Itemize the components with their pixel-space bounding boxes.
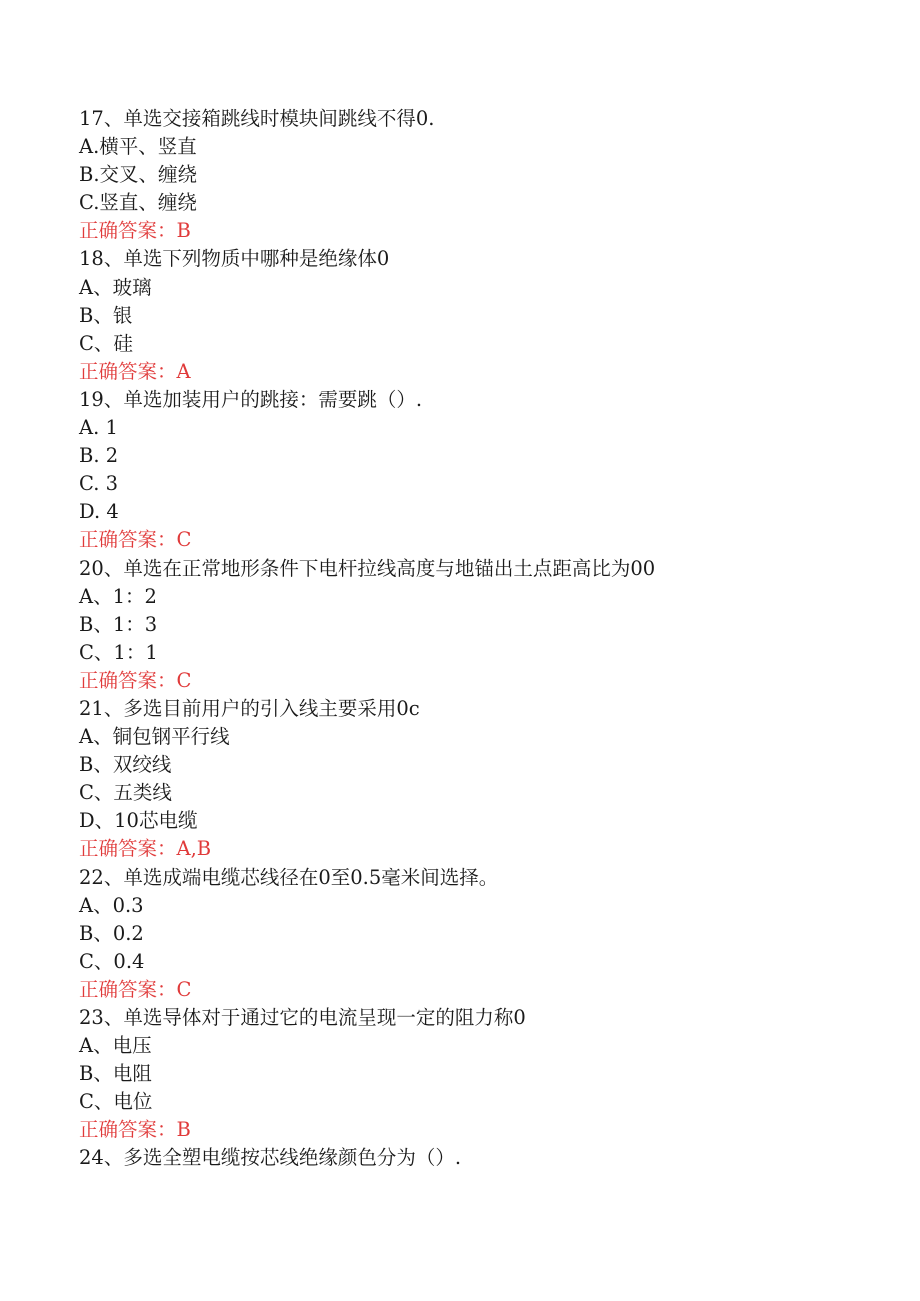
option-text: C、0.4: [79, 949, 145, 973]
option-text: B、1：3: [79, 612, 158, 636]
option-text: A.横平、竖直: [79, 135, 197, 159]
option-text: D. 4: [79, 500, 119, 524]
option-text: D、10芯电缆: [79, 809, 198, 833]
correct-answer: 正确答案：C: [79, 977, 192, 1001]
question-block: [79, 555, 879, 695]
correct-answer: 正确答案：A: [79, 359, 191, 383]
correct-answer: 正确答案：C: [79, 668, 192, 692]
option-text: C、硅: [79, 331, 133, 355]
option-text: A、铜包钢平行线: [79, 725, 230, 749]
question-text: 21、多选目前用户的引入线主要采用0c: [79, 696, 420, 720]
option-text: C、五类线: [79, 781, 172, 805]
option-text: C. 3: [79, 472, 119, 496]
option-text: C、1：1: [79, 640, 158, 664]
question-block: [79, 695, 879, 864]
question-block: [79, 245, 879, 385]
option-text: B、0.2: [79, 921, 144, 945]
question-block: [79, 1004, 879, 1144]
option-text: C、电位: [79, 1090, 153, 1114]
question-block: [79, 1144, 879, 1172]
option-text: A、0.3: [79, 893, 144, 917]
option-text: A、电压: [79, 1034, 152, 1058]
option-text: B. 2: [79, 444, 119, 468]
correct-answer: 正确答案：B: [79, 1118, 191, 1142]
option-text: A、玻璃: [79, 275, 152, 299]
option-text: A. 1: [79, 416, 118, 440]
option-text: B.交叉、缠绕: [79, 163, 198, 187]
option-text: B、双绞线: [79, 753, 172, 777]
question-text: 22、单选成端电缆芯线径在0至0.5毫米间选择。: [79, 865, 499, 889]
correct-answer: 正确答案：B: [79, 219, 191, 243]
question-text: 18、单选下列物质中哪种是绝缘体0: [79, 247, 390, 271]
correct-answer: 正确答案：A,B: [79, 837, 212, 861]
question-text: 23、单选导体对于通过它的电流呈现一定的阻力称0: [79, 1006, 526, 1029]
option-text: A、1：2: [79, 584, 157, 608]
correct-answer: 正确答案：C: [79, 528, 192, 552]
question-text: 24、多选全塑电缆按芯线绝缘颜色分为（）.: [79, 1146, 462, 1170]
question-block: [79, 386, 879, 555]
question-text: 20、单选在正常地形条件下电杆拉线高度与地锚出土点距高比为00: [79, 556, 656, 580]
option-text: B、银: [79, 303, 133, 327]
document-page: [79, 105, 879, 1173]
option-text: C.竖直、缠绕: [79, 191, 197, 215]
question-block: [79, 105, 879, 245]
question-block: [79, 864, 879, 1004]
option-text: B、电阻: [79, 1062, 152, 1086]
question-text: 17、单选交接箱跳线时模块间跳线不得0.: [79, 107, 435, 130]
question-text: 19、单选加装用户的跳接：需要跳（）.: [79, 387, 423, 411]
